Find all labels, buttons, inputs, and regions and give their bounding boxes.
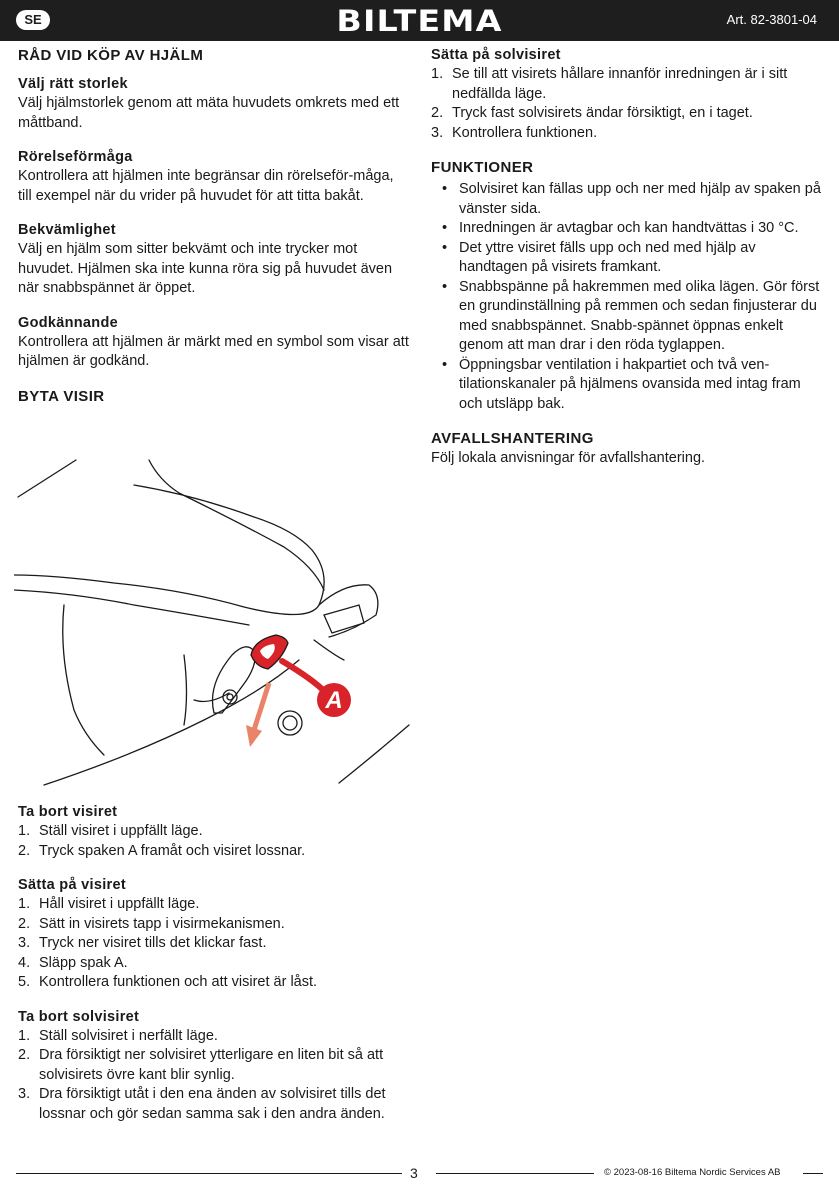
- list-item: 4. Släpp spak A.: [18, 954, 128, 971]
- list-item: 2. Tryck spaken A framåt och visiret lossnar.: [18, 842, 306, 859]
- visor-illustration: [14, 455, 414, 790]
- list-item: • Inredningen är avtagbar och kan handtvättas i 30 °C.: [442, 220, 799, 236]
- brand-logo: BILTEMA: [336, 4, 503, 38]
- section-title: Välj rätt storlek: [18, 76, 128, 92]
- list-item: 2. Sätt in visirets tapp i visirmekanismen.: [18, 915, 285, 932]
- list-item: 2. Dra försiktigt ner solvisiret ytterligare en liten bit så att solvisirets övre kant blir synlig.: [18, 1047, 384, 1083]
- main-heading: RÅD VID KÖP AV HJÄLM: [18, 47, 204, 64]
- footer-divider-right: [436, 1173, 594, 1174]
- waste-text: Följ lokala anvisningar för avfallshantering.: [431, 450, 706, 466]
- section-text: Välj en hjälm som sitter bekvämt och inte trycker mot huvudet. Hjälmen ska inte kunna röra sig på huvudet även när snabbspännet är öppet.: [18, 241, 393, 296]
- right-column: [431, 47, 826, 485]
- list-item: • Solvisiret kan fällas upp och ner med hjälp av spaken på vänster sida.: [442, 181, 821, 217]
- functions-list: [431, 180, 826, 414]
- remove-sunvisor-title: Ta bort solvisiret: [18, 1008, 140, 1025]
- list-item: 1. Ställ solvisiret i nerfällt läge.: [18, 1027, 218, 1044]
- left-lower-column: [18, 804, 418, 1140]
- list-item: 1. Håll visiret i uppfällt läge.: [18, 896, 200, 912]
- section-text: Kontrollera att hjälmen inte begränsar din rörelseför-måga, till exempel när du vrider på huvudet för att titta bakåt.: [18, 168, 394, 204]
- copyright-text: © 2023-08-16 Biltema Nordic Services AB: [604, 1167, 781, 1178]
- downward-arrow-icon: [246, 683, 269, 747]
- footer-divider-left: [16, 1173, 402, 1174]
- remove-sunvisor-steps: [18, 1027, 418, 1125]
- list-item: 2. Tryck fast solvisirets ändar försiktigt, en i taget.: [431, 105, 753, 121]
- list-item: 3. Kontrollera funktionen.: [431, 124, 598, 141]
- fit-sunvisor-steps: [431, 65, 826, 143]
- remove-visor-steps: [18, 822, 418, 861]
- language-badge: SE: [16, 10, 50, 30]
- fit-visor-title: Sätta på visiret: [18, 877, 126, 893]
- section-text: Välj hjälmstorlek genom att mäta huvudets omkrets med ett måttband.: [18, 95, 400, 131]
- left-column: [18, 47, 410, 417]
- label-a-text: A: [325, 687, 343, 714]
- waste-heading: AVFALLSHANTERING: [431, 430, 594, 447]
- footer-divider-end: [803, 1173, 823, 1174]
- fit-visor-steps: [18, 895, 418, 993]
- section-title: Bekvämlighet: [18, 222, 116, 238]
- list-item: • Snabbspänne på hakremmen med olika lägen. Gör först en grundinställning på remmen och sedan finjusterar du med snabbspännet. Snabb-spännet öppnas enkelt genom att man drar i den röda tyglappen.: [442, 278, 820, 353]
- section-title: Rörelseförmåga: [18, 149, 133, 165]
- page-number: 3: [410, 1165, 418, 1181]
- page-header: [0, 0, 839, 41]
- section-title: Godkännande: [18, 314, 118, 331]
- list-item: • Öppningsbar ventilation i hakpartiet och två ven-tilationskanaler på hjälmens ovansida med intag fram och utsläpp bak.: [442, 356, 801, 412]
- section-text: Kontrollera att hjälmen är märkt med en symbol som visar att hjälmen är godkänd.: [18, 333, 409, 369]
- helmet-drawing: [14, 455, 414, 790]
- remove-visor-title: Ta bort visiret: [18, 804, 118, 820]
- list-item: 3. Dra försiktigt utåt i den ena änden av solvisiret tills det lossnar och gör sedan samma sak i den andra änden.: [18, 1086, 386, 1122]
- functions-heading: FUNKTIONER: [431, 159, 534, 176]
- list-item: 3. Tryck ner visiret tills det klickar fast.: [18, 935, 267, 951]
- list-item: • Det yttre visiret fälls upp och ned med hjälp av handtagen på visirets framkant.: [442, 239, 756, 275]
- list-item: 1. Se till att visirets hållare innanför inredningen är i sitt nedfällda läge.: [431, 66, 788, 102]
- list-item: 1. Ställ visiret i uppfällt läge.: [18, 823, 203, 839]
- visor-heading: BYTA VISIR: [18, 387, 105, 405]
- list-item: 5. Kontrollera funktionen och att visiret är låst.: [18, 974, 318, 990]
- article-number: Art. 82-3801-04: [726, 12, 817, 27]
- fit-sunvisor-title: Sätta på solvisiret: [431, 47, 561, 63]
